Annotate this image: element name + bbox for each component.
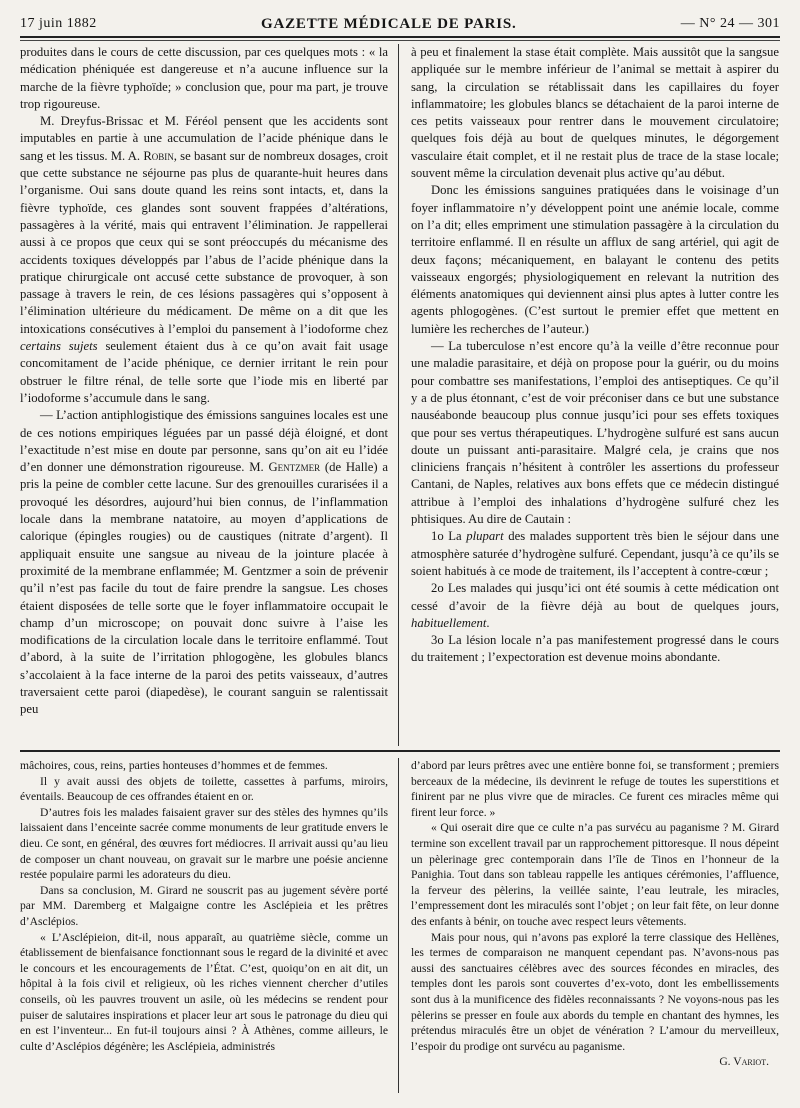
paragraph: M. Dreyfus-Brissac et M. Féréol pensent que les accidents sont imputables en partie à une accumulation de l’acide phénique dans le sang et les tissus. M. A. Robin, se basant sur de nombreux dosages, croit que cette substance ne séjourne pas plus de quarante-huit heures dans l’organisme. Oui sans doute quand les reins sont intacts, et, dans la fièvre typhoïde, ces glandes sont souvent frappées d’altérations, passagères à la vérité, mais qui entravent l’élimination. Je rappellerai aussi à ce propos que ceux qui se sont préoccupés du mécanisme des accidents toxiques développés par l’abus de l’acide phénique dans la pratique chirurgicale ont accusé cette substance de provoquer, à son passage à travers le rein, de ces lésions passagères qui s’opposent à l’élimination ultérieure du médicament. De même on a dit que les intoxications consécutives à l’emploi du pansement à l’iodoforme chez certains sujets seulement étaient dus à ce qu’on avait fait usage concomitament de l’acide phénique, ce dernier irritant le rein pour obstruer le filtre rénal, de telle sorte que l’iode mis en liberté par l’iodoforme s’accumule dans le sang. bbox=[20, 114, 388, 405]
paragraph: Mais pour nous, qui n’avons pas exploré la terre classique des Hellènes, les termes de comparaison ne manquent cependant pas. N’avons-nous pas aussi des sanctuaires célèbres avec des sources fécondes en miracles, des temples dont les parois sont couvertes d’ex-voto, dont les embellissements sont dus à la munificence des fidèles reconnaissants ? Ne voyons-nous pas les pèlerins se presser en foule aux abords du temple en chantant des hymnes, les prétendus miraculés être un objet de vénération ? L’amour du merveilleux, l’espoir du prodige ont survécu au paganisme. bbox=[411, 930, 779, 1053]
paragraph: Donc les émissions sanguines pratiquées dans le voisinage d’un foyer inflammatoire n’y développent point une anémie locale, comme on l’a dit; elles empriment une stimulation passagère à la circulation du territoire enflammé. Il en résulte un afflux de sang artériel, qui agit de deux façons; mécaniquement, en balayant le contenu des petits vaisseaux engorgés; physiologiquement en relevant la nutrition des éléments anatomiques qui deviennent ainsi plus aptes à lutter contre les agents phlogogènes. (C’est surtout le premier effet que mettent en lumière les recherches de l’auteur.) bbox=[411, 183, 779, 336]
column-divider bbox=[398, 44, 399, 746]
paragraph: d’abord par leurs prêtres avec une entière bonne foi, se transforment ; premiers berceaux de la médecine, ils devinrent le refuge de toutes les superstitions et finirent par ne plus vivre que de miracles. Ce furent ces miracles même qui firent leur force. » bbox=[411, 759, 779, 819]
column-top-left bbox=[20, 44, 388, 746]
column-top-right bbox=[411, 44, 779, 746]
paragraph: Il y avait aussi des objets de toilette, cassettes à parfums, miroirs, éventails. Beaucoup de ces offrandes étaient en or. bbox=[20, 774, 388, 804]
column-bottom-right bbox=[411, 758, 779, 1093]
column-bottom-left bbox=[20, 758, 388, 1093]
paragraph: D’autres fois les malades faisaient graver sur des stèles des hymnes qu’ils laissaient dans l’enceinte sacrée comme monuments de leur gratitude envers le dieu. Ce sont, en général, des œuvres fort médiocres. Il arrivait aussi qu’au lieu de composer un chant nouveau, on gravait sur le marbre une poésie ancienne restée populaire parmi les adorateurs du dieu. bbox=[20, 805, 388, 882]
header-date: 17 juin 1882 bbox=[20, 16, 97, 31]
header-issue: — N° 24 — 301 bbox=[680, 16, 780, 31]
paragraph: — La tuberculose n’est encore qu’à la veille d’être reconnue pour une maladie parasitaire, et déjà on propose pour la guérir, ou du moins pour combattre ses manifestations, l’emploi des antiseptiques. Ce qu’il y a de plus étonnant, c’est de voir préconiser dans ce but une substance nauséabonde beaucoup plus connue jusqu’ici pour ses effets toxiques que pour ses vertus thérapeutiques. L’hydrogène sulfuré est sans aucun doute un puissant anti-parasitaire. Malgré cela, je crains que nos cliniciens français n’hésitent à contrôler les assertions du professeur Cantani, de Naples, relatives aux bons effets que ce médecin distingué attribue à l’emploi des inhalations d’hydrogène sulfuré chez les phtisiques. Au dire de Cautain : bbox=[411, 339, 779, 527]
column-divider bbox=[398, 758, 399, 1093]
section-rule bbox=[20, 750, 780, 752]
paragraph: Dans sa conclusion, M. Girard ne souscrit pas au jugement sévère porté par MM. Daremberg et Malgaigne contre les Asclépieia et les prêtres d’Asclépios. bbox=[20, 883, 388, 928]
header-rule-thin bbox=[20, 40, 780, 41]
list-item: 3o La lésion locale n’a pas manifestement progressé dans le cours du traitement ; l’expectoration est devenue moins abondante. bbox=[411, 633, 779, 665]
paragraph: « Qui oserait dire que ce culte n’a pas survécu au paganisme ? M. Girard termine son excellent travail par un rapprochement pittoresque. Il nous dépeint un pèlerinage grec contemporain dans l’île de Tinos en l’honneur de la Panighia. Tout dans son tableau rappelle les antiques cérémonies, l’affluence, la ferveur des pèlerins, la veillée sainte, l’eau leutrale, les miracles, l’empressement dont les miraculés sont l’objet ; on leur fait fête, on leur donne des enfants à bénir, on touche avec respect leurs vêtements. bbox=[411, 821, 779, 928]
paragraph: produites dans le cours de cette discussion, par ces quelques mots : « la médication phéniquée est dangereuse et n’a aucune influence sur la marche de la fièvre typhoïde; » conclusion que, pour ma part, je trouve trop rigoureuse. bbox=[20, 45, 388, 111]
page-header bbox=[20, 14, 780, 34]
header-title: GAZETTE MÉDICALE DE PARIS. bbox=[260, 15, 517, 32]
list-item: 2o Les malades qui jusqu’ici ont été soumis à cette médication ont cessé d’avoir de la fièvre déjà au bout de quelques jours, habituellement. bbox=[411, 581, 779, 630]
paragraph: « L’Asclépieion, dit-il, nous apparaît, au quatrième siècle, comme un établissement de bienfaisance fonctionnant sous le regard de la divinité et avec le concours et les encouragements de l’État. C’est, quoiqu’on en ait dit, un hôpital à la fois civil et religieux, où les riches viennent chercher d’utiles conseils, où les pauvres trouvent un asile, où les médecins se rendent pour puiser de salutaires inspirations et placer leur art sous le patronage du dieu qui en est l’inventeur... En fut-il toujours ainsi ? À Athènes, comme ailleurs, le culte d’Asclépios dégénère; les Asclépieia, administrés bbox=[20, 930, 388, 1053]
header-rule bbox=[20, 36, 780, 38]
author-signature: G. Variot. bbox=[719, 1055, 769, 1069]
paragraph: à peu et finalement la stase était complète. Mais aussitôt que la sangsue appliquée sur le membre inférieur de l’animal se mettait à aspirer du sang, la circulation se rétablissait dans les capillaires du foyer inflammatoire; les globules blancs se détachaient de la paroi interne de ces petits vaisseaux pour rentrer dans le mouvement circulatoire; quelques fois déjà au bout de quelques minutes, le dégorgement vasculaire était complet, et il ne restait plus de trace de la stase locale; souvent même la circulation devenait plus active qu’au début. bbox=[411, 45, 779, 181]
paragraph: mâchoires, cous, reins, parties honteuses d’hommes et de femmes. bbox=[20, 759, 328, 772]
list-item: 1o La plupart des malades supportent très bien le séjour dans une atmosphère saturée d’hydrogène sulfuré. Cependant, jusqu’à ce qu’ils se soient habitués à ce mode de traitement, ils l’acceptent à contre-cœur ; bbox=[411, 529, 779, 578]
paragraph: — L’action antiphlogistique des émissions sanguines locales est une de ces notions empiriques léguées par un passé déjà éloigné, et dont l’exactitude n’est mise en doute par personne, sans qu’on ait eu l’idée d’en donner une démonstration rigoureuse. M. Gentzmer (de Halle) a pris la peine de combler cette lacune. Sur des grenouilles curarisées il a provoqué les désordres, aujourd’hui bien connus, de l’inflammation locale dans la membrane natatoire, au moyen d’applications de calorique (épingles rougies) ou de caustiques (nitrate d’argent). Il appliquait ensuite une sangsue au niveau de la jointure placée à proximité de la membrane enflammée; M. Gentzmer a soin de prévenir qu’il n’est pas facile du tout de faire prendre la sangsue. Les choses étaient disposées de telle sorte que le foyer inflammatoire occupait le champ d’un microscope; on pouvait donc suivre à l’aise les modifications de la circulation locale dans le territoire enflammé. Tout d’abord, à la suite de l’irritation phlogogène, les globules blancs s’accolaient à la face interne de la paroi des petits vaisseaux, d’autres traversaient cette paroi (diapedèse), le courant sanguin se ralentissait peu bbox=[20, 408, 388, 717]
